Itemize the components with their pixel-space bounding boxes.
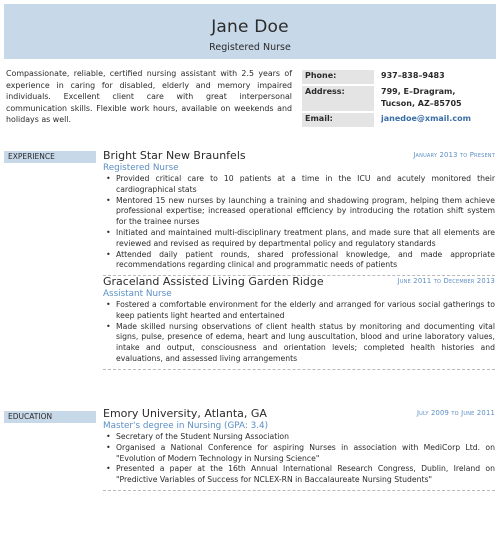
bullet-icon: • [106,300,111,309]
list-item: • Presented a paper at the 16th Annual International Research Congress, Dublin, Ireland on "Predictive Variables of Success for NCLEX-RN in Baccalaureate Nursing Students" [106,464,495,485]
contact-address-row [302,86,496,111]
education-label-text: EDUCATION [8,412,53,421]
job-2-org: Graceland Assisted Living Garden Ridge [103,275,324,288]
list-item: • Provided critical care to 10 patients at a time in the ICU and acutely monitored their cardiographical stats [106,174,495,194]
job-1-org: Bright Star New Braunfels [103,149,246,162]
bullet-icon: • [106,174,111,183]
phone-value: 937–838–9483 [381,71,445,80]
list-item: • Initiated and maintained multi-disciplinary treatment plans, and made sure that all elements are reviewed and revised as required by departmental policy and regulatory standards [106,227,495,248]
bullet-icon: • [106,442,111,452]
job-2-date: June 2011 to December 2013 [397,277,495,285]
list-item: • Attended daily patient rounds, shared professional knowledge, and made appropriate recommendations regarding clinical and programmatic needs of patients [106,249,495,270]
list-item: • Organised a National Conference for aspiring Nurses in association with MediCorp Ltd. on "Evolution of Modern Technology in Nursing Science" [106,442,495,463]
education-bullets [103,432,495,486]
email-link[interactable]: janedoe@xmail.com [381,114,471,123]
education-degree: Master's degree in Nursing (GPA: 3.4) [103,421,269,431]
education-section-label [4,411,96,423]
experience-label-text: EXPERIENCE [8,152,55,161]
job-2-role: Assistant Nurse [103,289,172,299]
bullet-icon: • [106,432,111,441]
phone-label: Phone: [302,70,374,84]
email-label: Email: [302,113,374,127]
bullet-icon: • [106,249,111,259]
job-1-date: January 2013 to Present [413,151,495,159]
list-item: • Fostered a comfortable environment for the elderly and arranged for various social gatherings to keep patients light hearted and entertained [106,300,495,320]
education-date: July 2009 to June 2011 [416,409,495,417]
candidate-title: Registered Nurse [209,42,291,53]
contact-email-row [302,113,496,127]
list-item: • Mentored 15 new nurses by launching a training and shadowing program, helping them achieve professional expertise; increased operational efficiency by introducing the rotation shift system for the trainee nurses [106,195,495,227]
bullet-icon: • [106,227,111,237]
job-1-bullets [103,174,495,271]
contact-phone-row [302,70,496,84]
list-item: • Made skilled nursing observations of client health status by monitoring and documenting vital signs, pulse, presence of edema, heart and lung auscultation, blood and urine laboratory values, intake and output, consciousness and orientation levels; completed health histories and evaluations, and assessed living arrangements [106,321,495,363]
address-line1: 799, E–Dragram, [381,87,456,96]
job-entry-1 [103,149,495,276]
divider [103,369,495,370]
job-2-bullets [103,300,495,365]
resume-header [4,4,496,59]
profile-summary: Compassionate, reliable, certified nursing assistant with 2.5 years of experience in caring for disabled, elderly and memory impaired individuals. Excellent client care with great interpersonal communication skills. Flexible work hours, available on weekends and holidays as well. [6,69,292,125]
education-org: Emory University, Atlanta, GA [103,407,267,420]
bullet-icon: • [106,195,111,205]
job-entry-2 [103,275,495,370]
contact-block [302,70,496,129]
education-entry [103,407,495,491]
bullet-icon: • [106,321,111,331]
job-1-role: Registered Nurse [103,163,179,173]
candidate-name: Jane Doe [211,17,289,37]
address-value [381,86,462,110]
address-line2: Tucson, AZ–85705 [381,99,462,108]
divider [103,490,495,491]
experience-section-label [4,151,96,163]
bullet-icon: • [106,464,111,474]
address-label: Address: [302,86,374,111]
list-item: • Secretary of the Student Nursing Association [106,432,289,441]
